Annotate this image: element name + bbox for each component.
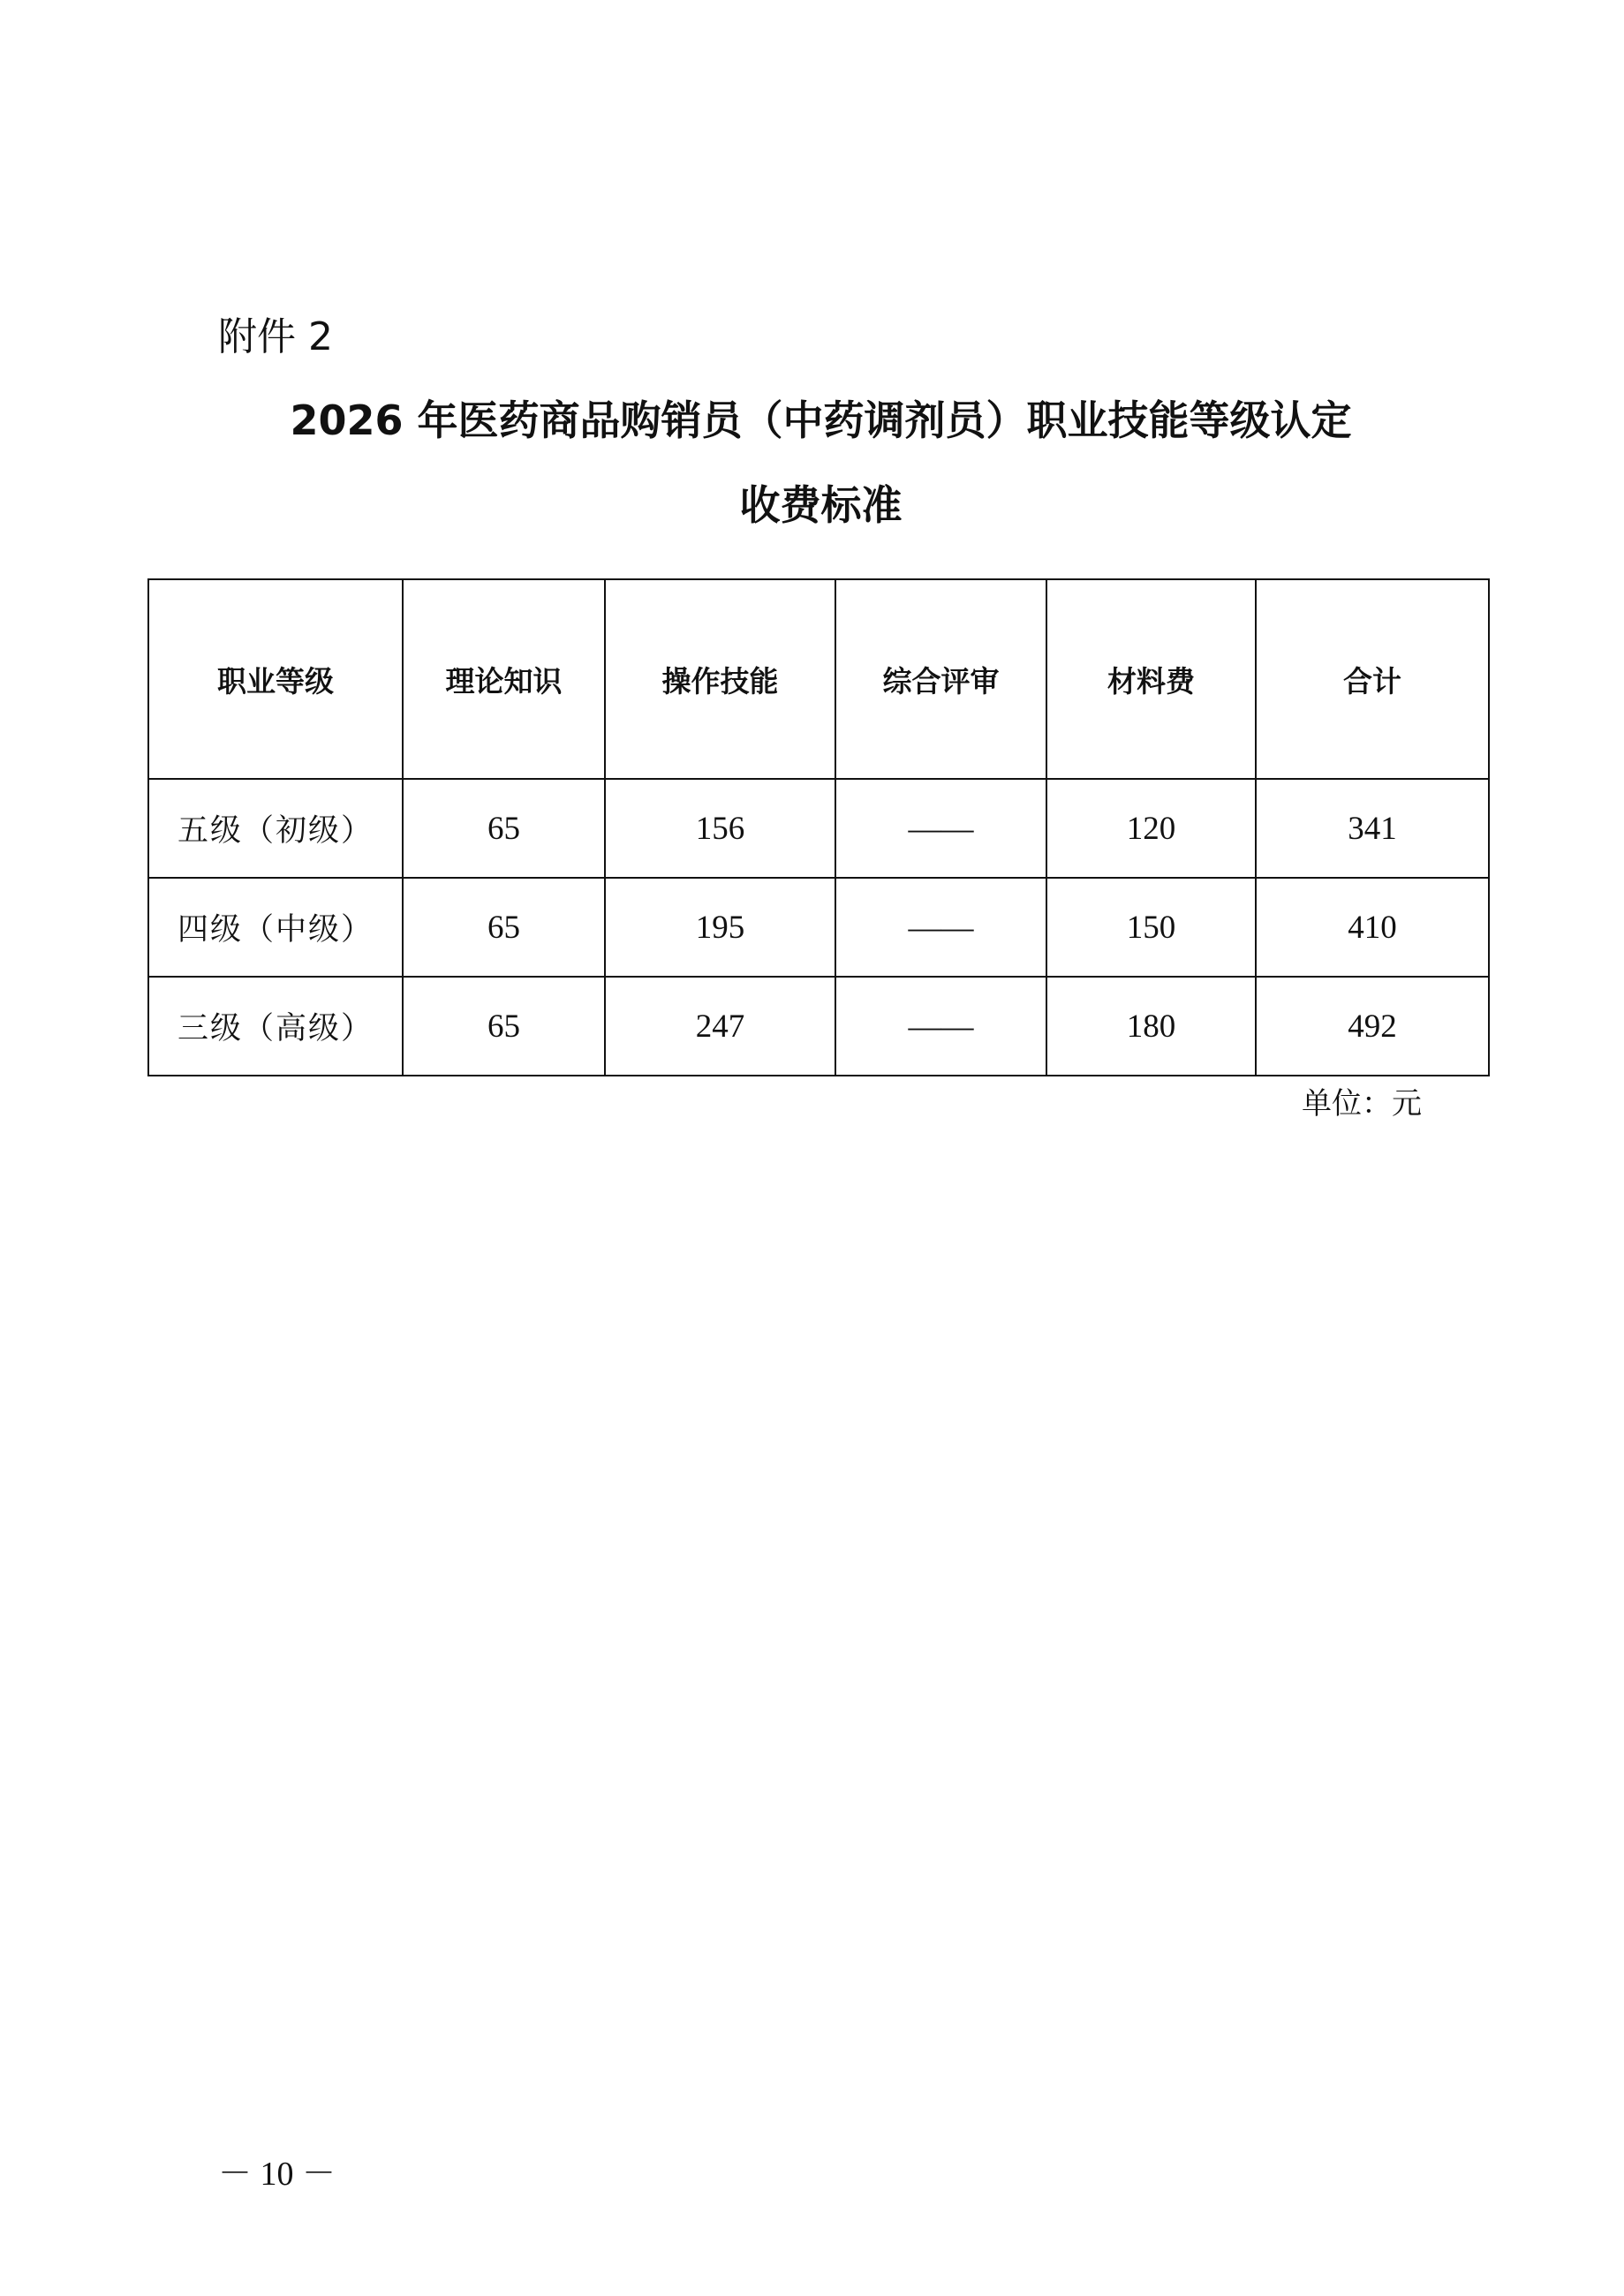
cell-level: 五级（初级） (148, 779, 403, 878)
document-subtitle: 收费标准 (739, 481, 903, 529)
cell-material: 150 (1046, 878, 1256, 977)
attachment-label: 附件 2 (218, 314, 333, 359)
header-theory: 理论知识 (403, 579, 605, 779)
cell-total: 492 (1256, 977, 1489, 1076)
cell-theory: 65 (403, 779, 605, 878)
cell-total: 341 (1256, 779, 1489, 878)
cell-theory: 65 (403, 878, 605, 977)
table-row (148, 779, 1489, 878)
cell-material: 180 (1046, 977, 1256, 1076)
table-header-row (148, 579, 1489, 779)
header-material: 材料费 (1046, 579, 1256, 779)
cell-skill: 195 (605, 878, 835, 977)
fee-table (147, 578, 1490, 1076)
cell-material: 120 (1046, 779, 1256, 878)
cell-review: —— (835, 878, 1046, 977)
table-row (148, 878, 1489, 977)
header-review: 综合评审 (835, 579, 1046, 779)
cell-skill: 156 (605, 779, 835, 878)
unit-note: 单位：元 (1302, 1086, 1422, 1122)
header-skill: 操作技能 (605, 579, 835, 779)
cell-total: 410 (1256, 878, 1489, 977)
header-level: 职业等级 (148, 579, 403, 779)
cell-level: 四级（中级） (148, 878, 403, 977)
cell-review: —— (835, 779, 1046, 878)
page-number: － 10 － (218, 2156, 336, 2193)
header-total: 合计 (1256, 579, 1489, 779)
table-row (148, 977, 1489, 1076)
cell-review: —— (835, 977, 1046, 1076)
cell-skill: 247 (605, 977, 835, 1076)
document-title: 2026 年医药商品购销员（中药调剂员）职业技能等级认定 (290, 397, 1352, 444)
cell-level: 三级（高级） (148, 977, 403, 1076)
cell-theory: 65 (403, 977, 605, 1076)
